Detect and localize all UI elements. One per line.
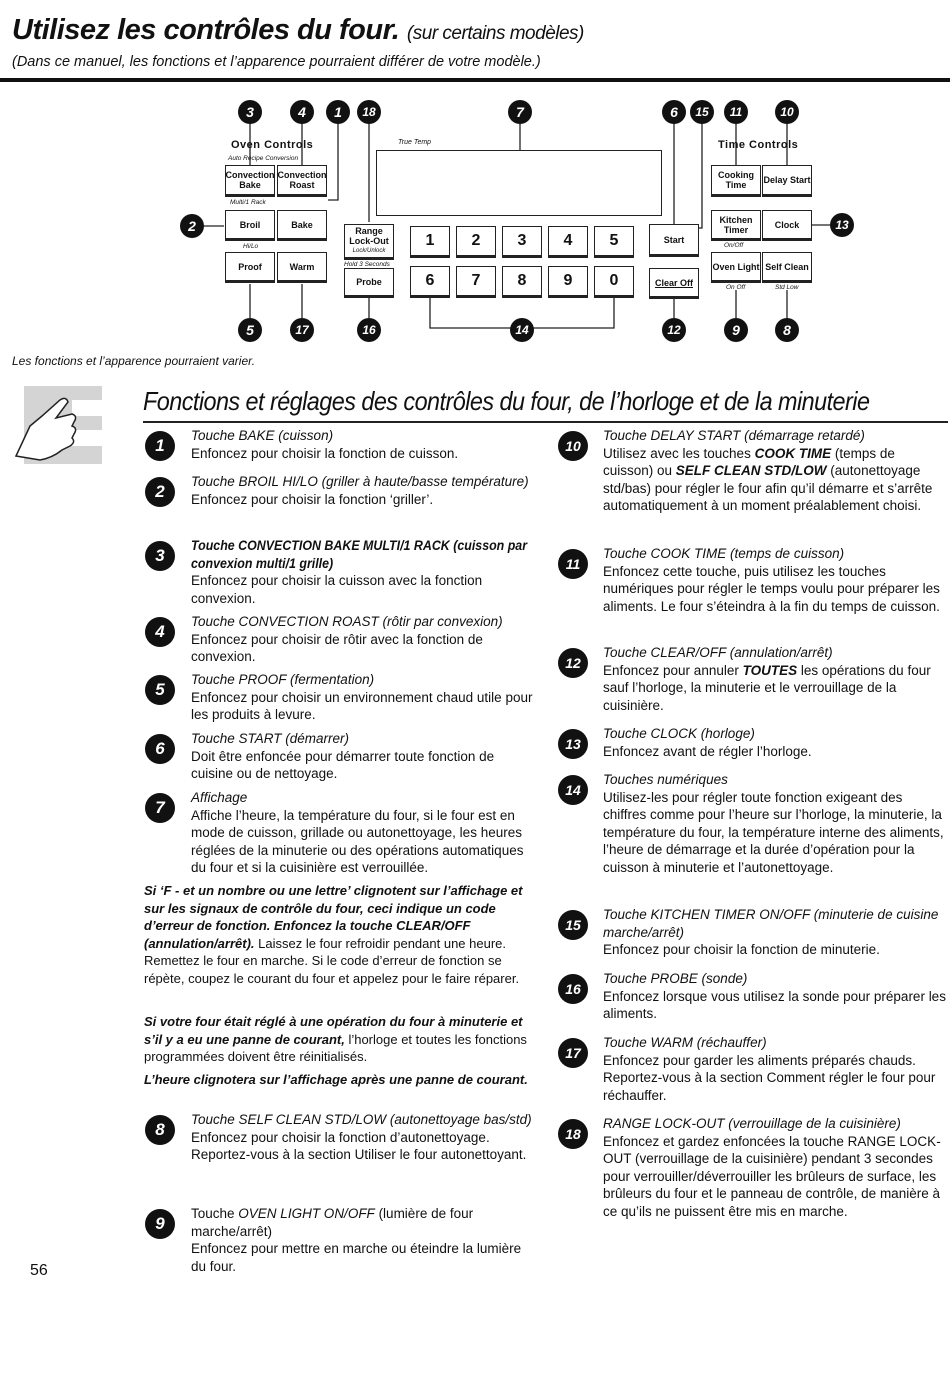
digit-key[interactable]: 9 (548, 266, 588, 298)
item-number-badge: 11 (558, 549, 588, 579)
feature-item-desc: Enfoncez et gardez enfoncées la touche RANGE LOCK-OUT (verrouillage de la cuisinière) pendant 3 secondes pour verrouiller/déverrouiller les brûleurs de surface, les brûleurs du four et le panneau de contrôle, de manière à ce qu’ils ne puissent être mis en marche. (603, 1133, 941, 1219)
feature-item-desc (603, 662, 947, 715)
callout-6: 6 (662, 100, 686, 124)
section-rule (143, 421, 948, 423)
item-number-badge: 3 (145, 541, 175, 571)
onoff2-label: On Off (726, 284, 746, 291)
desc-text: les opérations du four sauf l’horloge, la minuterie et le verrouillage de la cuisinière. (603, 662, 931, 713)
feature-item-title (191, 1205, 536, 1240)
digit-key[interactable]: 8 (502, 266, 542, 298)
item-number-badge: 9 (145, 1209, 175, 1239)
item-number-badge: 1 (145, 431, 175, 461)
feature-item-title (191, 537, 541, 572)
item-number-badge: 6 (145, 734, 175, 764)
note-rest: l’horloge et toutes les fonctions programmées doivent être réinitialisés. (144, 1031, 527, 1064)
true-temp-label: True Temp (398, 139, 432, 146)
figure-caption: Les fonctions et l’apparence pourraient varier. (12, 354, 256, 368)
control-panel-diagram (0, 0, 950, 350)
oven-display (376, 150, 662, 216)
callout-2: 2 (180, 214, 204, 238)
bake-button[interactable]: Bake (277, 210, 327, 241)
item-number-badge: 14 (558, 775, 588, 805)
note-bold: L’heure clignotera sur l’affichage après une panne de courant. (144, 1072, 528, 1087)
convection-roast-button[interactable]: Convection Roast (277, 165, 327, 197)
range-lockout-label: Range Lock-Out (349, 226, 389, 246)
feature-item (191, 730, 536, 783)
item-number-badge: 7 (145, 793, 175, 823)
title-text: Touche BAKE (cuisson) (191, 428, 334, 443)
title-text: Touche PROOF (fermentation) (191, 672, 375, 687)
feature-item-desc: Enfoncez pour choisir la fonction d’autonettoyage. Reportez-vous à la section Utiliser le four autonettoyant. (191, 1129, 527, 1162)
title-text: Touche SELF CLEAN STD/LOW (autonettoyage bas/std) (191, 1112, 532, 1127)
feature-item-title (191, 671, 536, 689)
desc-text: (temps de cuisson) ou (603, 445, 895, 478)
feature-item-title: Touche DELAY START (démarrage retardé) (603, 428, 865, 443)
item-number-badge: 16 (558, 974, 588, 1004)
item-number-badge: 4 (145, 617, 175, 647)
desc-emphasis: TOUTES (742, 662, 798, 678)
kitchen-timer-button[interactable]: Kitchen Timer (711, 210, 761, 241)
feature-item-desc: Affiche l’heure, la température du four, si le four est en mode de cuisson, grillade ou autonettoyage, les heures réglées de la minuterie ou des opérations automatiques du four et si la cuisinière est verrouillée. (191, 807, 524, 875)
callout-10: 10 (775, 100, 799, 124)
feature-item (191, 1205, 536, 1275)
callout-5: 5 (238, 318, 262, 342)
stdlow-label: Std Low (775, 284, 799, 291)
feature-item-title: RANGE LOCK-OUT (verrouillage de la cuisinière) (603, 1116, 901, 1131)
pointing-hand-icon (12, 386, 104, 466)
callout-15: 15 (690, 100, 714, 124)
title-text: Touche BROIL HI/LO (griller à haute/basse température) (191, 474, 529, 489)
title-text: OVEN LIGHT ON/OFF (238, 1206, 375, 1221)
item-number-badge: 12 (558, 648, 588, 678)
item-number-badge: 13 (558, 729, 588, 759)
feature-item-title: Touche CLOCK (horloge) (603, 726, 755, 741)
warm-button[interactable]: Warm (277, 252, 327, 283)
item-number-badge: 2 (145, 477, 175, 507)
callout-16: 16 (357, 318, 381, 342)
item-number-badge: 5 (145, 675, 175, 705)
feature-item (603, 427, 947, 515)
hilo-label: Hi/Lo (243, 243, 259, 250)
feature-item (603, 1115, 947, 1220)
callout-12: 12 (662, 318, 686, 342)
callout-3: 3 (238, 100, 262, 124)
item-number-badge: 18 (558, 1119, 588, 1149)
feature-item-title: Touche CLEAR/OFF (annulation/arrêt) (603, 645, 833, 660)
feature-item-desc: Enfoncez pour choisir un environnement chaud utile pour les produits à levure. (191, 689, 533, 722)
feature-item (603, 725, 947, 760)
lock-unlock-label: Lock/Unlock (352, 248, 386, 254)
feature-item-desc: Enfoncez pour choisir la fonction de minuterie. (603, 942, 880, 957)
feature-item (191, 427, 536, 462)
feature-item (191, 473, 536, 508)
page-number: 56 (30, 1262, 48, 1279)
feature-item (191, 537, 536, 607)
callout-14: 14 (510, 318, 534, 342)
desc-emphasis: SELF CLEAN STD/LOW (675, 463, 827, 478)
digit-key[interactable]: 0 (594, 266, 634, 298)
item-number-badge: 10 (558, 431, 588, 461)
feature-item-title (191, 613, 536, 631)
feature-item-desc: Enfoncez pour choisir la fonction ‘griller’. (191, 491, 434, 507)
feature-item-desc (603, 445, 947, 515)
oven-light-button[interactable]: Oven Light (711, 252, 761, 283)
feature-item (191, 671, 536, 724)
feature-item-title: Touche KITCHEN TIMER ON/OFF (minuterie de cuisine marche/arrêt) (603, 907, 939, 940)
callout-17: 17 (290, 318, 314, 342)
digit-key[interactable]: 1 (410, 226, 450, 258)
feature-item (603, 906, 947, 959)
delay-start-button[interactable]: Delay Start (762, 165, 812, 197)
desc-text: Utilisez avec les touches (603, 445, 755, 461)
callout-7: 7 (508, 100, 532, 124)
feature-item-title: Touche PROBE (sonde) (603, 971, 748, 986)
feature-item-title (191, 427, 536, 445)
note-bold: Si ‘F - et un nombre ou une lettre’ clignotent sur l’affichage et sur les signaux de contrôle du four, ceci indique un code d’erreur de fonction. Enfoncez la touche CLEAR/OFF (annulation/arrêt). (144, 883, 523, 951)
note-rest: Laissez le four refroidir pendant une heure. Remettez le four en marche. Si le code d’erreur de fonction se répète, coupez le courant du four et appelez pour le faire réparer. (144, 935, 520, 986)
callout-11: 11 (724, 100, 748, 124)
feature-item-desc: Utilisez-les pour régler toute fonction exigeant des chiffres comme pour l’heure sur l’horloge, la minuterie, la température du four, la température interne des aliments, l’heure de démarrage et la durée d’opération pour la cuisson à minuterie et l’autonettoyage. (603, 789, 944, 875)
feature-item-title: Touche COOK TIME (temps de cuisson) (603, 546, 845, 561)
feature-item-title (191, 473, 536, 491)
page-title-main: Utilisez les contrôles du four. (12, 14, 400, 46)
digit-key[interactable]: 4 (548, 226, 588, 258)
page-title-sub: (sur certains modèles) (406, 23, 584, 44)
hold-seconds-label: Hold 3 Seconds (344, 261, 390, 268)
proof-button[interactable]: Proof (225, 252, 275, 283)
feature-item-title (191, 789, 536, 807)
cooking-time-button[interactable]: Cooking Time (711, 165, 761, 197)
callout-18: 18 (357, 100, 381, 124)
feature-item-desc: Enfoncez pour garder les aliments préparés chauds. Reportez-vous à la section Comment régler le four pour réchauffer. (603, 1052, 936, 1103)
item-number-badge: 8 (145, 1115, 175, 1145)
feature-item (191, 789, 536, 877)
callout-1: 1 (326, 100, 350, 124)
title-suffix: (lumière de four marche/arrêt) (191, 1206, 474, 1239)
feature-item (191, 613, 536, 666)
note-paragraph (144, 882, 536, 987)
title-prefix: Touche (191, 1206, 239, 1221)
digit-key[interactable]: 5 (594, 226, 634, 258)
digit-key[interactable]: 2 (456, 226, 496, 258)
desc-text: Enfoncez pour annuler (603, 662, 743, 678)
onoff-label: On/Off (724, 242, 744, 249)
feature-item-desc: Doit être enfoncée pour démarrer toute fonction de cuisine ou de nettoyage. (191, 748, 495, 781)
callout-9: 9 (724, 318, 748, 342)
self-clean-button[interactable]: Self Clean (762, 252, 812, 283)
start-button[interactable]: Start (649, 224, 699, 257)
feature-item (603, 545, 947, 615)
feature-item-title (191, 730, 536, 748)
time-controls-label: Time Controls (718, 139, 799, 151)
title-text: Touche CONVECTION BAKE MULTI/1 RACK (cuisson par convexion multi/1 grille) (191, 538, 528, 571)
title-text: Touche CONVECTION ROAST (rôtir par convexion) (191, 614, 503, 629)
feature-item-desc: Enfoncez pour choisir de rôtir avec la fonction de convexion. (191, 631, 483, 664)
feature-item (603, 1034, 947, 1104)
desc-emphasis: COOK TIME (754, 445, 832, 461)
feature-item-desc: Enfoncez pour mettre en marche ou éteindre la lumière du four. (191, 1241, 522, 1274)
callout-4: 4 (290, 100, 314, 124)
digit-key[interactable]: 6 (410, 266, 450, 298)
callout-13: 13 (830, 213, 854, 237)
probe-button[interactable]: Probe (344, 268, 394, 298)
multi-rack-label: Multi/1 Rack (230, 199, 266, 206)
feature-item (603, 970, 947, 1023)
clear-off-button[interactable]: Clear Off (649, 268, 699, 299)
note-paragraph (144, 1013, 536, 1066)
broil-button[interactable]: Broil (225, 210, 275, 241)
feature-item (603, 644, 947, 714)
feature-item-desc: Enfoncez pour choisir la fonction de cuisson. (191, 445, 459, 461)
item-number-badge: 17 (558, 1038, 588, 1068)
title-text: Touche START (démarrer) (191, 731, 350, 746)
section-title: Fonctions et réglages des contrôles du four, de l’horloge et de la minuterie (143, 386, 870, 416)
feature-item-desc: Enfoncez cette touche, puis utilisez les touches numériques pour régler le temps voulu pour préparer les aliments. Le four s’éteindra à la fin du temps de cuisson. (603, 563, 940, 614)
feature-item-desc: Enfoncez lorsque vous utilisez la sonde pour préparer les aliments. (603, 988, 946, 1021)
desc-text: (autonettoyage std/bas) pour régler le four afin qu’il démarre et s’arrête automatiquement à un moment préalablement choisi. (603, 463, 933, 513)
header-note: (Dans ce manuel, les fonctions et l’apparence pourraient différer de votre modèle.) (12, 54, 541, 70)
note-bold: Si votre four était réglé à une opération du four à minuterie et s’il y a eu une panne de courant, (144, 1014, 523, 1047)
range-lockout-button[interactable] (344, 224, 394, 260)
digit-key[interactable]: 3 (502, 226, 542, 258)
title-text: Affichage (191, 790, 248, 805)
oven-controls-label: Oven Controls (231, 139, 314, 151)
callout-8: 8 (775, 318, 799, 342)
note-paragraph (144, 1071, 536, 1089)
clock-button[interactable]: Clock (762, 210, 812, 241)
feature-item-title: Touches numériques (603, 772, 728, 787)
feature-item (191, 1111, 536, 1164)
auto-recipe-label: Auto Recipe Conversion (228, 155, 299, 162)
convection-bake-button[interactable]: Convection Bake (225, 165, 275, 197)
feature-item-desc: Enfoncez avant de régler l’horloge. (603, 743, 812, 759)
feature-item (603, 771, 947, 876)
feature-item-desc: Enfoncez pour choisir la cuisson avec la fonction convexion. (191, 573, 483, 606)
feature-item-title: Touche WARM (réchauffer) (603, 1035, 767, 1050)
digit-key[interactable]: 7 (456, 266, 496, 298)
item-number-badge: 15 (558, 910, 588, 940)
feature-item-title (191, 1111, 536, 1129)
